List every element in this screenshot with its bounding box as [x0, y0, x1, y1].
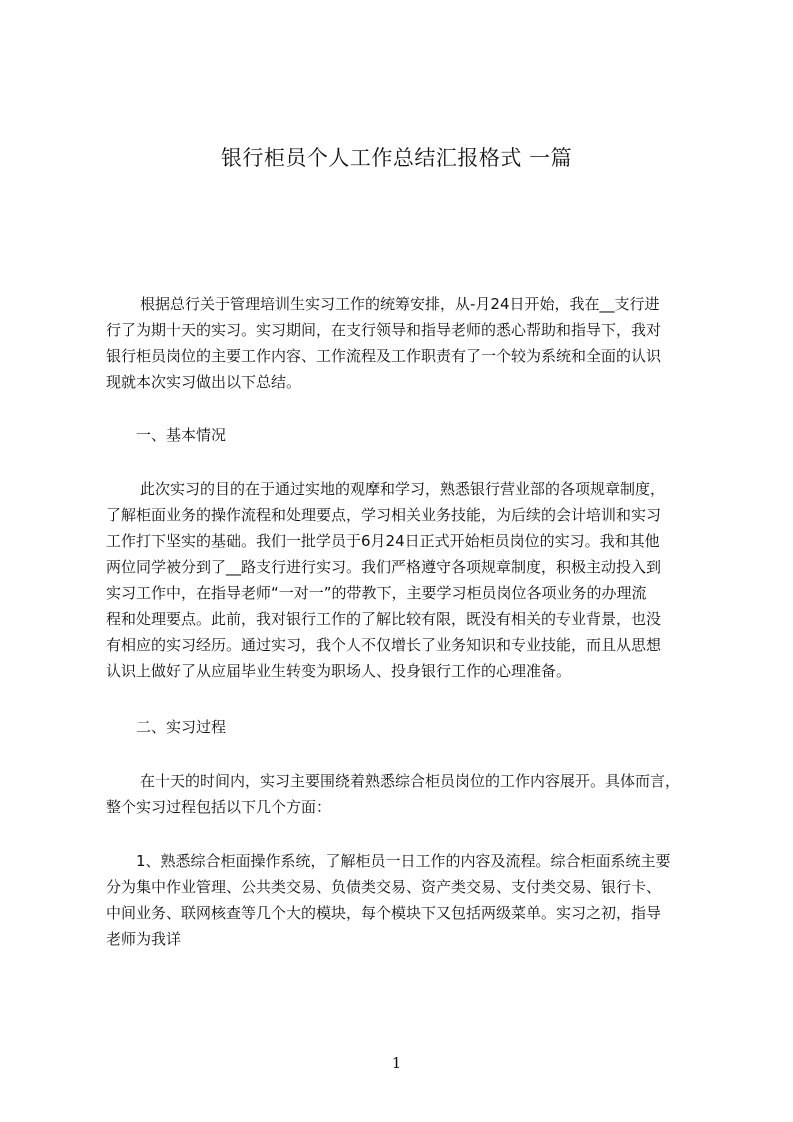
paragraph-line: 在十天的时间内，实习主要围绕着熟悉综合柜员岗位的工作内容展开。具体而言， [140, 772, 681, 790]
paragraph-line: 此次实习的目的在于通过实地的观摩和学习，熟悉银行营业部的各项规章制度， [140, 480, 666, 498]
paragraph-line: 程和处理要点。此前，我对银行工作的了解比较有限，既没有相关的专业背景，也没 [106, 610, 662, 628]
paragraph-line: 行了为期十天的实习。实习期间，在支行领导和指导老师的悉心帮助和指导下，我对 [106, 321, 662, 339]
paragraph-line: 银行柜员岗位的主要工作内容、工作流程及工作职责有了一个较为系统和全面的认识 [106, 347, 662, 365]
paragraph-line: 工作打下坚实的基础。我们一批学员于6月24日正式开始柜员岗位的实习。我和其他 [106, 532, 660, 550]
document-title: 银行柜员个人工作总结汇报格式 一篇 [220, 146, 573, 170]
paragraph-line: 中间业务、联网核查等几个大的模块，每个模块下又包括两级菜单。实习之初，指导 [106, 904, 662, 922]
paragraph-line: 现就本次实习做出以下总结。 [106, 373, 302, 391]
paragraph-line: 分为集中作业管理、公共类交易、负债类交易、资产类交易、支付类交易、银行卡、 [106, 878, 662, 896]
paragraph-line: 老师为我详 [106, 930, 182, 948]
paragraph-line: 1、熟悉综合柜面操作系统，了解柜员一日工作的内容及流程。综合柜面系统主要 [136, 852, 671, 870]
paragraph-line: 根据总行关于管理培训生实习工作的统筹安排，从-月24日开始，我在__支行进 [140, 295, 660, 313]
paragraph-line: 两位同学被分到了__路支行进行实习。我们严格遵守各项规章制度，积极主动投入到 [106, 558, 662, 576]
section-heading: 二、实习过程 [136, 718, 227, 736]
paragraph-line: 了解柜面业务的操作流程和处理要点，学习相关业务技能，为后续的会计培训和实习 [106, 506, 662, 524]
page-number: 1 [391, 1054, 402, 1072]
section-heading: 一、基本情况 [136, 426, 227, 444]
paragraph-line: 实习工作中，在指导老师“一对一”的带教下，主要学习柜员岗位各项业务的办理流 [106, 584, 647, 602]
paragraph-line: 整个实习过程包括以下几个方面： [106, 798, 332, 816]
paragraph-line: 有相应的实习经历。通过实习，我个人不仅增长了业务知识和专业技能，而且从思想 [106, 636, 662, 654]
paragraph-line: 认识上做好了从应届毕业生转变为职场人、投身银行工作的心理准备。 [106, 662, 572, 680]
